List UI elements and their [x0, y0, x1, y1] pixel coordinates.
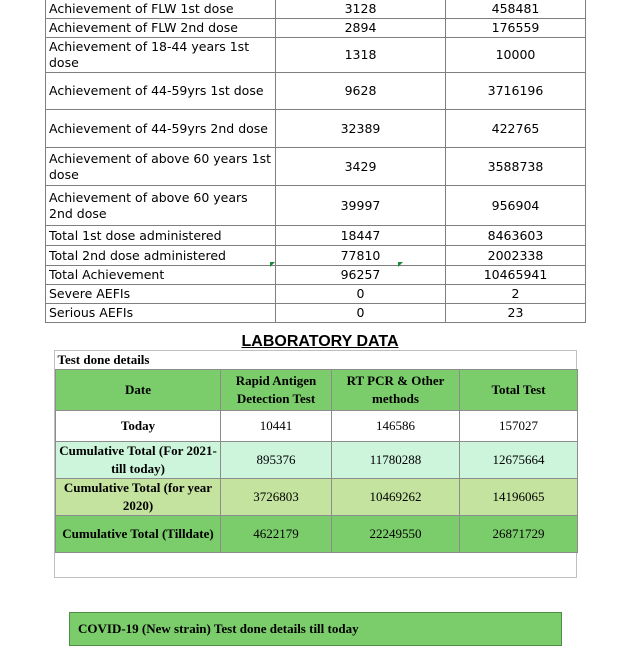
today-value: 2894 — [276, 19, 446, 38]
column-header: RT PCR & Other methods — [332, 370, 460, 411]
cumulative-value: 23 — [446, 304, 586, 323]
table-row — [46, 186, 586, 226]
table-row — [56, 479, 578, 516]
today-value: 32389 — [276, 110, 446, 148]
banner-text: COVID-19 (New strain) Test done details till today — [78, 621, 359, 636]
cumulative-value: 956904 — [446, 186, 586, 226]
column-header: Total Test — [460, 370, 578, 411]
total-test-value: 14196065 — [460, 479, 578, 516]
today-value: 3429 — [276, 148, 446, 186]
cumulative-value: 422765 — [446, 110, 586, 148]
column-header: Rapid Antigen Detection Test — [221, 370, 332, 411]
lab-table — [55, 351, 578, 553]
table-row — [46, 19, 586, 38]
lab-table-frame — [54, 350, 577, 578]
cumulative-value: 8463603 — [446, 226, 586, 246]
row-label: Total 2nd dose administered — [46, 246, 276, 266]
cumulative-value: 176559 — [446, 19, 586, 38]
table-row — [56, 411, 578, 442]
today-value: 77810 — [276, 246, 446, 266]
rapid-antigen-value: 895376 — [221, 442, 332, 479]
row-label: Cumulative Total (Tilldate) — [56, 516, 221, 553]
row-label: Achievement of 44-59yrs 2nd dose — [46, 110, 276, 148]
column-header: Date — [56, 370, 221, 411]
row-label: Total 1st dose administered — [46, 226, 276, 246]
today-value: 0 — [276, 285, 446, 304]
table-row — [56, 442, 578, 479]
today-value: 3128 — [276, 0, 446, 19]
row-label: Achievement of 44-59yrs 1st dose — [46, 73, 276, 110]
caption-row — [56, 351, 578, 370]
table-row — [56, 516, 578, 553]
today-value: 39997 — [276, 186, 446, 226]
table-row — [46, 38, 586, 73]
today-value: 18447 — [276, 226, 446, 246]
table-row — [46, 285, 586, 304]
row-label: Achievement of above 60 years 1st dose — [46, 148, 276, 186]
table-row — [46, 246, 586, 266]
row-label: Cumulative Total (For 2021- till today) — [56, 442, 221, 479]
rtpcr-value: 10469262 — [332, 479, 460, 516]
cumulative-value: 2 — [446, 285, 586, 304]
cumulative-value: 10465941 — [446, 266, 586, 285]
cumulative-value: 458481 — [446, 0, 586, 19]
table-row — [46, 0, 586, 19]
today-value: 9628 — [276, 73, 446, 110]
rapid-antigen-value: 4622179 — [221, 516, 332, 553]
row-label: Severe AEFIs — [46, 285, 276, 304]
section-title: LABORATORY DATA — [241, 333, 399, 350]
cumulative-value: 2002338 — [446, 246, 586, 266]
header-row — [56, 370, 578, 411]
rtpcr-value: 146586 — [332, 411, 460, 442]
table-row — [46, 148, 586, 186]
total-test-value: 157027 — [460, 411, 578, 442]
today-value: 96257 — [276, 266, 446, 285]
rapid-antigen-value: 3726803 — [221, 479, 332, 516]
cumulative-value: 3588738 — [446, 148, 586, 186]
new-strain-banner — [69, 612, 562, 646]
row-label: Achievement of 18-44 years 1st dose — [46, 38, 276, 73]
table-row — [46, 73, 586, 110]
table-caption: Test done details — [57, 352, 150, 367]
rtpcr-value: 11780288 — [332, 442, 460, 479]
cumulative-value: 10000 — [446, 38, 586, 73]
vaccination-table — [45, 0, 586, 323]
table-row — [46, 110, 586, 148]
row-label: Total Achievement — [46, 266, 276, 285]
cell-error-marker — [398, 262, 403, 267]
cell-error-marker — [270, 262, 275, 267]
rapid-antigen-value: 10441 — [221, 411, 332, 442]
cumulative-value: 3716196 — [446, 73, 586, 110]
table-row — [46, 266, 586, 285]
row-label: Serious AEFIs — [46, 304, 276, 323]
today-value: 1318 — [276, 38, 446, 73]
row-label: Achievement of FLW 1st dose — [46, 0, 276, 19]
row-label: Achievement of above 60 years 2nd dose — [46, 186, 276, 226]
total-test-value: 26871729 — [460, 516, 578, 553]
table-row — [46, 304, 586, 323]
row-label: Achievement of FLW 2nd dose — [46, 19, 276, 38]
today-value: 0 — [276, 304, 446, 323]
row-label: Cumulative Total (for year 2020) — [56, 479, 221, 516]
rtpcr-value: 22249550 — [332, 516, 460, 553]
table-row — [46, 226, 586, 246]
row-label: Today — [56, 411, 221, 442]
total-test-value: 12675664 — [460, 442, 578, 479]
